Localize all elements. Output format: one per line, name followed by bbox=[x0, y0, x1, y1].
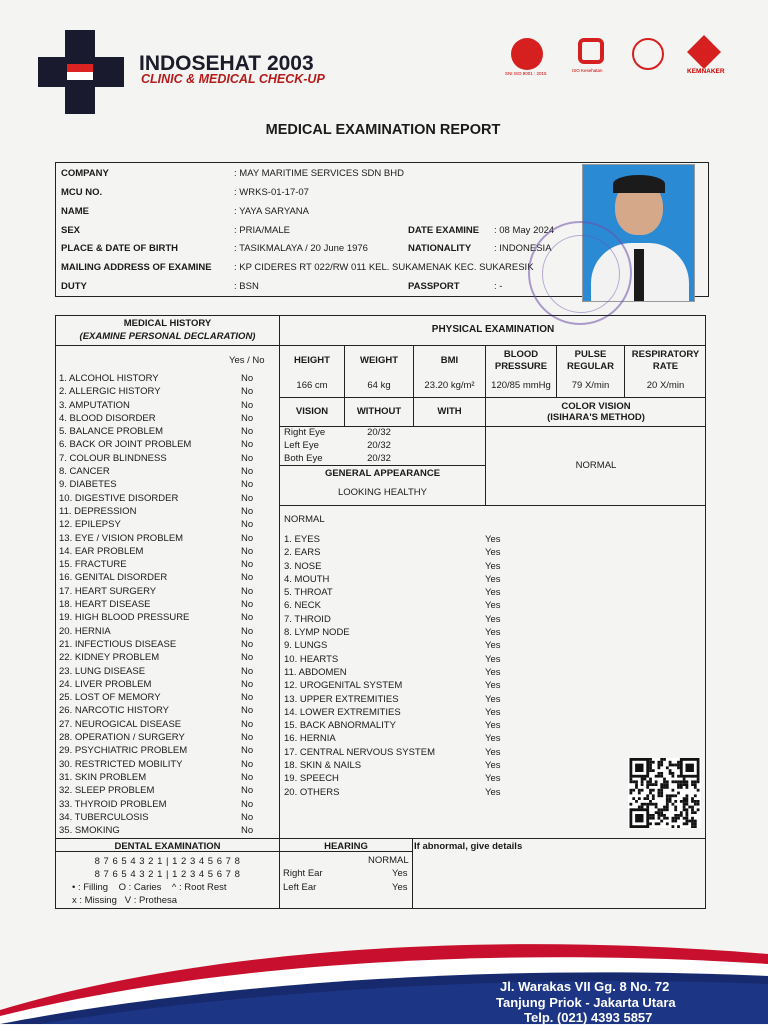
history-row bbox=[59, 465, 275, 478]
system-item-value: Yes bbox=[485, 786, 501, 798]
qr-code-icon bbox=[628, 758, 701, 828]
history-item-value: No bbox=[241, 439, 254, 451]
history-item-label: 26. NARCOTIC HISTORY bbox=[59, 705, 169, 717]
history-item-value: No bbox=[241, 386, 254, 398]
left-eye-label: Left Eye bbox=[284, 440, 319, 451]
sex-label: SEX bbox=[61, 225, 81, 236]
history-subtitle: (EXAMINE PERSONAL DECLARATION) bbox=[79, 331, 256, 342]
history-row bbox=[59, 425, 275, 438]
qr-code bbox=[628, 758, 701, 828]
normal-header: NORMAL bbox=[284, 514, 325, 525]
history-row bbox=[59, 452, 275, 465]
history-item-label: 30. RESTRICTED MOBILITY bbox=[59, 758, 183, 770]
with-label: WITH bbox=[437, 406, 462, 417]
history-item-value: No bbox=[241, 625, 254, 637]
date-examine-value: : 08 May 2024 bbox=[494, 225, 555, 236]
company-value: : MAY MARITIME SERVICES SDN BHD bbox=[234, 168, 404, 179]
system-item-value: Yes bbox=[485, 640, 501, 652]
bp-label: PRESSURE bbox=[494, 361, 548, 372]
history-item-label: 16. GENITAL DISORDER bbox=[59, 572, 168, 584]
history-item-value: No bbox=[241, 599, 254, 611]
bmi-value: 23.20 kg/m² bbox=[424, 380, 475, 391]
history-item-value: No bbox=[241, 492, 254, 504]
history-item-value: No bbox=[241, 785, 254, 797]
system-row bbox=[284, 573, 524, 586]
history-row bbox=[59, 665, 275, 678]
dental-legend: x : Missing V : Prothesa bbox=[72, 895, 178, 906]
history-row bbox=[59, 585, 275, 598]
history-item-value: No bbox=[241, 585, 254, 597]
history-item-value: No bbox=[241, 479, 254, 491]
history-item-label: 18. HEART DISEASE bbox=[59, 599, 151, 611]
nationality-value: : INDONESIA bbox=[494, 243, 552, 254]
system-item-value: Yes bbox=[485, 720, 501, 732]
history-row bbox=[59, 638, 275, 651]
history-row bbox=[59, 691, 275, 704]
system-item-value: Yes bbox=[485, 547, 501, 559]
history-item-label: 15. FRACTURE bbox=[59, 559, 127, 571]
history-item-value: No bbox=[241, 665, 254, 677]
system-row bbox=[284, 653, 524, 666]
system-item-value: Yes bbox=[485, 746, 501, 758]
history-item-value: No bbox=[241, 532, 254, 544]
history-row bbox=[59, 505, 275, 518]
nationality-label: NATIONALITY bbox=[408, 243, 472, 254]
history-item-value: No bbox=[241, 798, 254, 810]
bp-value: 120/85 mmHg bbox=[491, 380, 551, 391]
history-item-value: No bbox=[241, 466, 254, 478]
system-row bbox=[284, 732, 524, 745]
history-item-label: 11. DEPRESSION bbox=[59, 505, 137, 517]
address-value: : KP CIDERES RT 022/RW 011 KEL. SUKAMENAK KEC. SUKARESIK bbox=[234, 262, 534, 273]
resp-value: 20 X/min bbox=[646, 380, 685, 391]
right-ear-label: Right Ear bbox=[283, 868, 323, 879]
history-item-label: 31. SKIN PROBLEM bbox=[59, 771, 147, 783]
brand-name: INDOSEHAT 2003 bbox=[139, 52, 314, 75]
address-label: MAILING ADDRESS OF EXAMINE bbox=[61, 262, 212, 273]
history-item-value: No bbox=[241, 545, 254, 557]
hearing-title: HEARING bbox=[324, 841, 368, 852]
system-item-value: Yes bbox=[485, 666, 501, 678]
cert-label: ISO Kesehatan bbox=[572, 68, 603, 73]
footer-address: Jl. Warakas VII Gg. 8 No. 72 bbox=[500, 979, 670, 994]
left-eye-value: 20/32 bbox=[367, 440, 391, 451]
duty-label: DUTY bbox=[61, 281, 87, 292]
history-row bbox=[59, 478, 275, 491]
history-item-label: 6. BACK OR JOINT PROBLEM bbox=[59, 439, 192, 451]
history-row bbox=[59, 718, 275, 731]
abnormal-details-label: If abnormal, give details bbox=[414, 841, 523, 852]
history-item-label: 25. LOST OF MEMORY bbox=[59, 692, 161, 704]
systems-list bbox=[284, 533, 524, 799]
history-item-label: 29. PSYCHIATRIC PROBLEM bbox=[59, 745, 188, 757]
history-item-value: No bbox=[241, 758, 254, 770]
history-item-value: No bbox=[241, 692, 254, 704]
system-item-label: 10. HEARTS bbox=[284, 653, 339, 665]
msti-badge-icon bbox=[511, 38, 543, 70]
history-item-value: No bbox=[241, 825, 254, 837]
system-row bbox=[284, 666, 524, 679]
history-item-value: No bbox=[241, 705, 254, 717]
history-item-label: 2. ALLERGIC HISTORY bbox=[59, 386, 161, 398]
system-row bbox=[284, 533, 524, 546]
history-item-label: 34. TUBERCULOSIS bbox=[59, 811, 149, 823]
system-row bbox=[284, 586, 524, 599]
history-item-label: 12. EPILEPSY bbox=[59, 519, 121, 531]
system-item-label: 16. HERNIA bbox=[284, 733, 336, 745]
system-row bbox=[284, 759, 524, 772]
history-title: MEDICAL HISTORY bbox=[123, 318, 212, 329]
history-item-value: No bbox=[241, 718, 254, 730]
name-label: NAME bbox=[61, 206, 89, 217]
system-item-label: 5. THROAT bbox=[284, 587, 333, 599]
clinic-logo bbox=[38, 30, 124, 114]
history-list bbox=[59, 372, 275, 837]
left-ear-value: Yes bbox=[392, 882, 408, 893]
name-value: : YAYA SARYANA bbox=[234, 206, 309, 217]
clinic-stamp bbox=[528, 221, 632, 325]
duty-value: : BSN bbox=[234, 281, 259, 292]
dental-title: DENTAL EXAMINATION bbox=[114, 841, 221, 852]
history-item-value: No bbox=[241, 452, 254, 464]
history-item-value: No bbox=[241, 399, 254, 411]
history-item-label: 19. HIGH BLOOD PRESSURE bbox=[59, 612, 190, 624]
history-row bbox=[59, 744, 275, 757]
history-item-value: No bbox=[241, 771, 254, 783]
passport-value: : - bbox=[494, 281, 503, 292]
both-eye-value: 20/32 bbox=[367, 453, 391, 464]
system-item-label: 20. OTHERS bbox=[284, 786, 340, 798]
company-label: COMPANY bbox=[61, 168, 109, 179]
history-item-label: 21. INFECTIOUS DISEASE bbox=[59, 638, 177, 650]
report-title: MEDICAL EXAMINATION REPORT bbox=[265, 122, 501, 138]
history-item-label: 33. THYROID PROBLEM bbox=[59, 798, 167, 810]
history-item-label: 4. BLOOD DISORDER bbox=[59, 412, 156, 424]
history-item-value: No bbox=[241, 678, 254, 690]
history-row bbox=[59, 625, 275, 638]
system-item-value: Yes bbox=[485, 653, 501, 665]
history-row bbox=[59, 678, 275, 691]
system-item-label: 3. NOSE bbox=[284, 560, 322, 572]
history-item-label: 24. LIVER PROBLEM bbox=[59, 678, 152, 690]
history-row bbox=[59, 798, 275, 811]
system-item-label: 19. SPEECH bbox=[284, 773, 339, 785]
system-item-value: Yes bbox=[485, 534, 501, 545]
history-row bbox=[59, 385, 275, 398]
divider bbox=[412, 838, 413, 909]
cert-label: SNI ISO 9001 : 2015 bbox=[505, 71, 547, 76]
system-item-label: 13. UPPER EXTREMITIES bbox=[284, 693, 399, 705]
physical-title: PHYSICAL EXAMINATION bbox=[431, 324, 555, 335]
history-item-label: 17. HEART SURGERY bbox=[59, 585, 157, 597]
history-row bbox=[59, 824, 275, 837]
history-row bbox=[59, 518, 275, 531]
system-item-value: Yes bbox=[485, 587, 501, 599]
history-row bbox=[59, 704, 275, 717]
history-row bbox=[59, 438, 275, 451]
date-examine-label: DATE EXAMINE bbox=[408, 225, 480, 236]
history-row bbox=[59, 532, 275, 545]
history-row bbox=[59, 758, 275, 771]
birth-value: : TASIKMALAYA / 20 June 1976 bbox=[234, 243, 368, 254]
history-row bbox=[59, 558, 275, 571]
system-item-label: 14. LOWER EXTREMITIES bbox=[284, 706, 401, 718]
history-item-label: 27. NEUROGICAL DISEASE bbox=[59, 718, 182, 730]
dental-legend: • : Filling O : Caries ^ : Root Rest bbox=[72, 882, 227, 893]
system-item-value: Yes bbox=[485, 693, 501, 705]
system-row bbox=[284, 626, 524, 639]
system-item-value: Yes bbox=[485, 627, 501, 639]
system-row bbox=[284, 560, 524, 573]
system-row bbox=[284, 746, 524, 759]
history-item-label: 32. SLEEP PROBLEM bbox=[59, 785, 155, 797]
history-item-label: 8. CANCER bbox=[59, 466, 110, 478]
history-item-label: 9. DIABETES bbox=[59, 479, 117, 491]
height-label: HEIGHT bbox=[294, 355, 330, 366]
divider bbox=[280, 505, 706, 506]
system-item-label: 8. LYMP NODE bbox=[284, 627, 350, 639]
history-item-label: 3. AMPUTATION bbox=[59, 399, 130, 411]
bmi-label: BMI bbox=[440, 355, 459, 366]
color-vision-label: (ISIHARA'S METHOD) bbox=[547, 412, 645, 423]
dental-upper-row: 8 7 6 5 4 3 2 1 | 1 2 3 4 5 6 7 8 bbox=[94, 856, 241, 867]
iso-badge-icon bbox=[578, 38, 604, 64]
history-item-value: No bbox=[241, 373, 254, 384]
system-row bbox=[284, 639, 524, 652]
history-row bbox=[59, 492, 275, 505]
history-item-value: No bbox=[241, 505, 254, 517]
right-eye-value: 20/32 bbox=[367, 427, 391, 438]
system-item-value: Yes bbox=[485, 613, 501, 625]
system-row bbox=[284, 546, 524, 559]
history-row bbox=[59, 372, 275, 385]
system-item-label: 18. SKIN & NAILS bbox=[284, 760, 362, 772]
system-row bbox=[284, 693, 524, 706]
system-row bbox=[284, 772, 524, 785]
system-item-value: Yes bbox=[485, 680, 501, 692]
history-row bbox=[59, 611, 275, 624]
history-item-value: No bbox=[241, 572, 254, 584]
right-eye-label: Right Eye bbox=[284, 427, 326, 438]
history-row bbox=[59, 545, 275, 558]
history-row bbox=[59, 771, 275, 784]
footer-city: Tanjung Priok - Jakarta Utara bbox=[496, 995, 676, 1010]
vision-label: VISION bbox=[295, 406, 329, 417]
system-item-label: 4. MOUTH bbox=[284, 573, 330, 585]
history-item-value: No bbox=[241, 745, 254, 757]
history-item-label: 28. OPERATION / SURGERY bbox=[59, 732, 185, 744]
history-item-value: No bbox=[241, 811, 254, 823]
birth-label: PLACE & DATE OF BIRTH bbox=[61, 243, 178, 254]
system-item-label: 17. CENTRAL NERVOUS SYSTEM bbox=[284, 746, 435, 758]
system-item-label: 6. NECK bbox=[284, 600, 321, 612]
history-item-value: No bbox=[241, 519, 254, 531]
cert-label: KEMNAKER bbox=[687, 68, 725, 75]
history-item-value: No bbox=[241, 412, 254, 424]
history-item-label: 10. DIGESTIVE DISORDER bbox=[59, 492, 179, 504]
system-row bbox=[284, 613, 524, 626]
history-item-label: 20. HERNIA bbox=[59, 625, 111, 637]
globe-badge-icon bbox=[632, 38, 664, 70]
weight-label: WEIGHT bbox=[360, 355, 398, 366]
system-item-label: 15. BACK ABNORMALITY bbox=[284, 720, 396, 732]
system-item-label: 11. ABDOMEN bbox=[284, 666, 347, 678]
color-vision-label: COLOR VISION bbox=[561, 401, 631, 412]
system-item-label: 9. LUNGS bbox=[284, 640, 328, 652]
right-ear-value: Yes bbox=[392, 868, 408, 879]
history-row bbox=[59, 784, 275, 797]
divider bbox=[485, 426, 706, 427]
history-row bbox=[59, 598, 275, 611]
history-row bbox=[59, 412, 275, 425]
history-row bbox=[59, 399, 275, 412]
weight-value: 64 kg bbox=[367, 380, 391, 391]
system-row bbox=[284, 786, 524, 799]
history-item-value: No bbox=[241, 652, 254, 664]
history-item-label: 13. EYE / VISION PROBLEM bbox=[59, 532, 184, 544]
history-item-label: 1. ALCOHOL HISTORY bbox=[59, 373, 159, 384]
both-eye-label: Both Eye bbox=[284, 453, 323, 464]
system-item-value: Yes bbox=[485, 733, 501, 745]
history-row bbox=[59, 811, 275, 824]
history-item-value: No bbox=[241, 559, 254, 571]
system-item-label: 12. UROGENITAL SYSTEM bbox=[284, 680, 403, 692]
history-item-value: No bbox=[241, 732, 254, 744]
system-item-value: Yes bbox=[485, 560, 501, 572]
height-value: 166 cm bbox=[296, 380, 328, 391]
resp-label: RATE bbox=[652, 361, 679, 372]
system-item-label: 1. EYES bbox=[284, 534, 320, 545]
history-item-label: 14. EAR PROBLEM bbox=[59, 545, 144, 557]
divider bbox=[55, 345, 280, 346]
brand-tagline: CLINIC & MEDICAL CHECK-UP bbox=[141, 72, 325, 86]
dental-lower-row: 8 7 6 5 4 3 2 1 | 1 2 3 4 5 6 7 8 bbox=[94, 869, 241, 880]
history-item-label: 7. COLOUR BLINDNESS bbox=[59, 452, 167, 464]
footer-phone: Telp. (021) 4393 5857 bbox=[524, 1010, 653, 1025]
resp-label: RESPIRATORY bbox=[631, 349, 700, 360]
system-item-label: 7. THROID bbox=[284, 613, 331, 625]
history-item-value: No bbox=[241, 638, 254, 650]
certification-logos bbox=[505, 38, 730, 80]
history-item-value: No bbox=[241, 612, 254, 624]
system-item-value: Yes bbox=[485, 760, 501, 772]
history-row bbox=[59, 571, 275, 584]
system-row bbox=[284, 679, 524, 692]
system-item-value: Yes bbox=[485, 773, 501, 785]
mcu-label: MCU NO. bbox=[61, 187, 103, 198]
passport-label: PASSPORT bbox=[408, 281, 460, 292]
divider bbox=[55, 838, 706, 839]
color-vision-value: NORMAL bbox=[575, 460, 617, 471]
system-row bbox=[284, 599, 524, 612]
history-row bbox=[59, 651, 275, 664]
pulse-value: 79 X/min bbox=[571, 380, 610, 391]
general-appearance-label: GENERAL APPEARANCE bbox=[324, 468, 441, 479]
history-item-label: 35. SMOKING bbox=[59, 825, 120, 837]
system-item-value: Yes bbox=[485, 600, 501, 612]
without-label: WITHOUT bbox=[356, 406, 402, 417]
history-item-label: 22. KIDNEY PROBLEM bbox=[59, 652, 160, 664]
pulse-label: PULSE bbox=[574, 349, 607, 360]
kemnaker-badge-icon bbox=[687, 35, 721, 69]
system-row bbox=[284, 706, 524, 719]
history-item-value: No bbox=[241, 426, 254, 438]
general-appearance-value: LOOKING HEALTHY bbox=[337, 487, 428, 498]
history-item-label: 5. BALANCE PROBLEM bbox=[59, 426, 164, 438]
mcu-value: : WRKS-01-17-07 bbox=[234, 187, 309, 198]
system-row bbox=[284, 719, 524, 732]
system-item-label: 2. EARS bbox=[284, 547, 321, 559]
history-row bbox=[59, 731, 275, 744]
yes-no-header: Yes / No bbox=[229, 355, 265, 366]
left-ear-label: Left Ear bbox=[283, 882, 317, 893]
bp-label: BLOOD bbox=[503, 349, 539, 360]
system-item-value: Yes bbox=[485, 573, 501, 585]
pulse-label: REGULAR bbox=[567, 361, 614, 372]
sex-value: : PRIA/MALE bbox=[234, 225, 290, 236]
system-item-value: Yes bbox=[485, 706, 501, 718]
history-item-label: 23. LUNG DISEASE bbox=[59, 665, 146, 677]
hearing-normal-label: NORMAL bbox=[368, 855, 409, 866]
